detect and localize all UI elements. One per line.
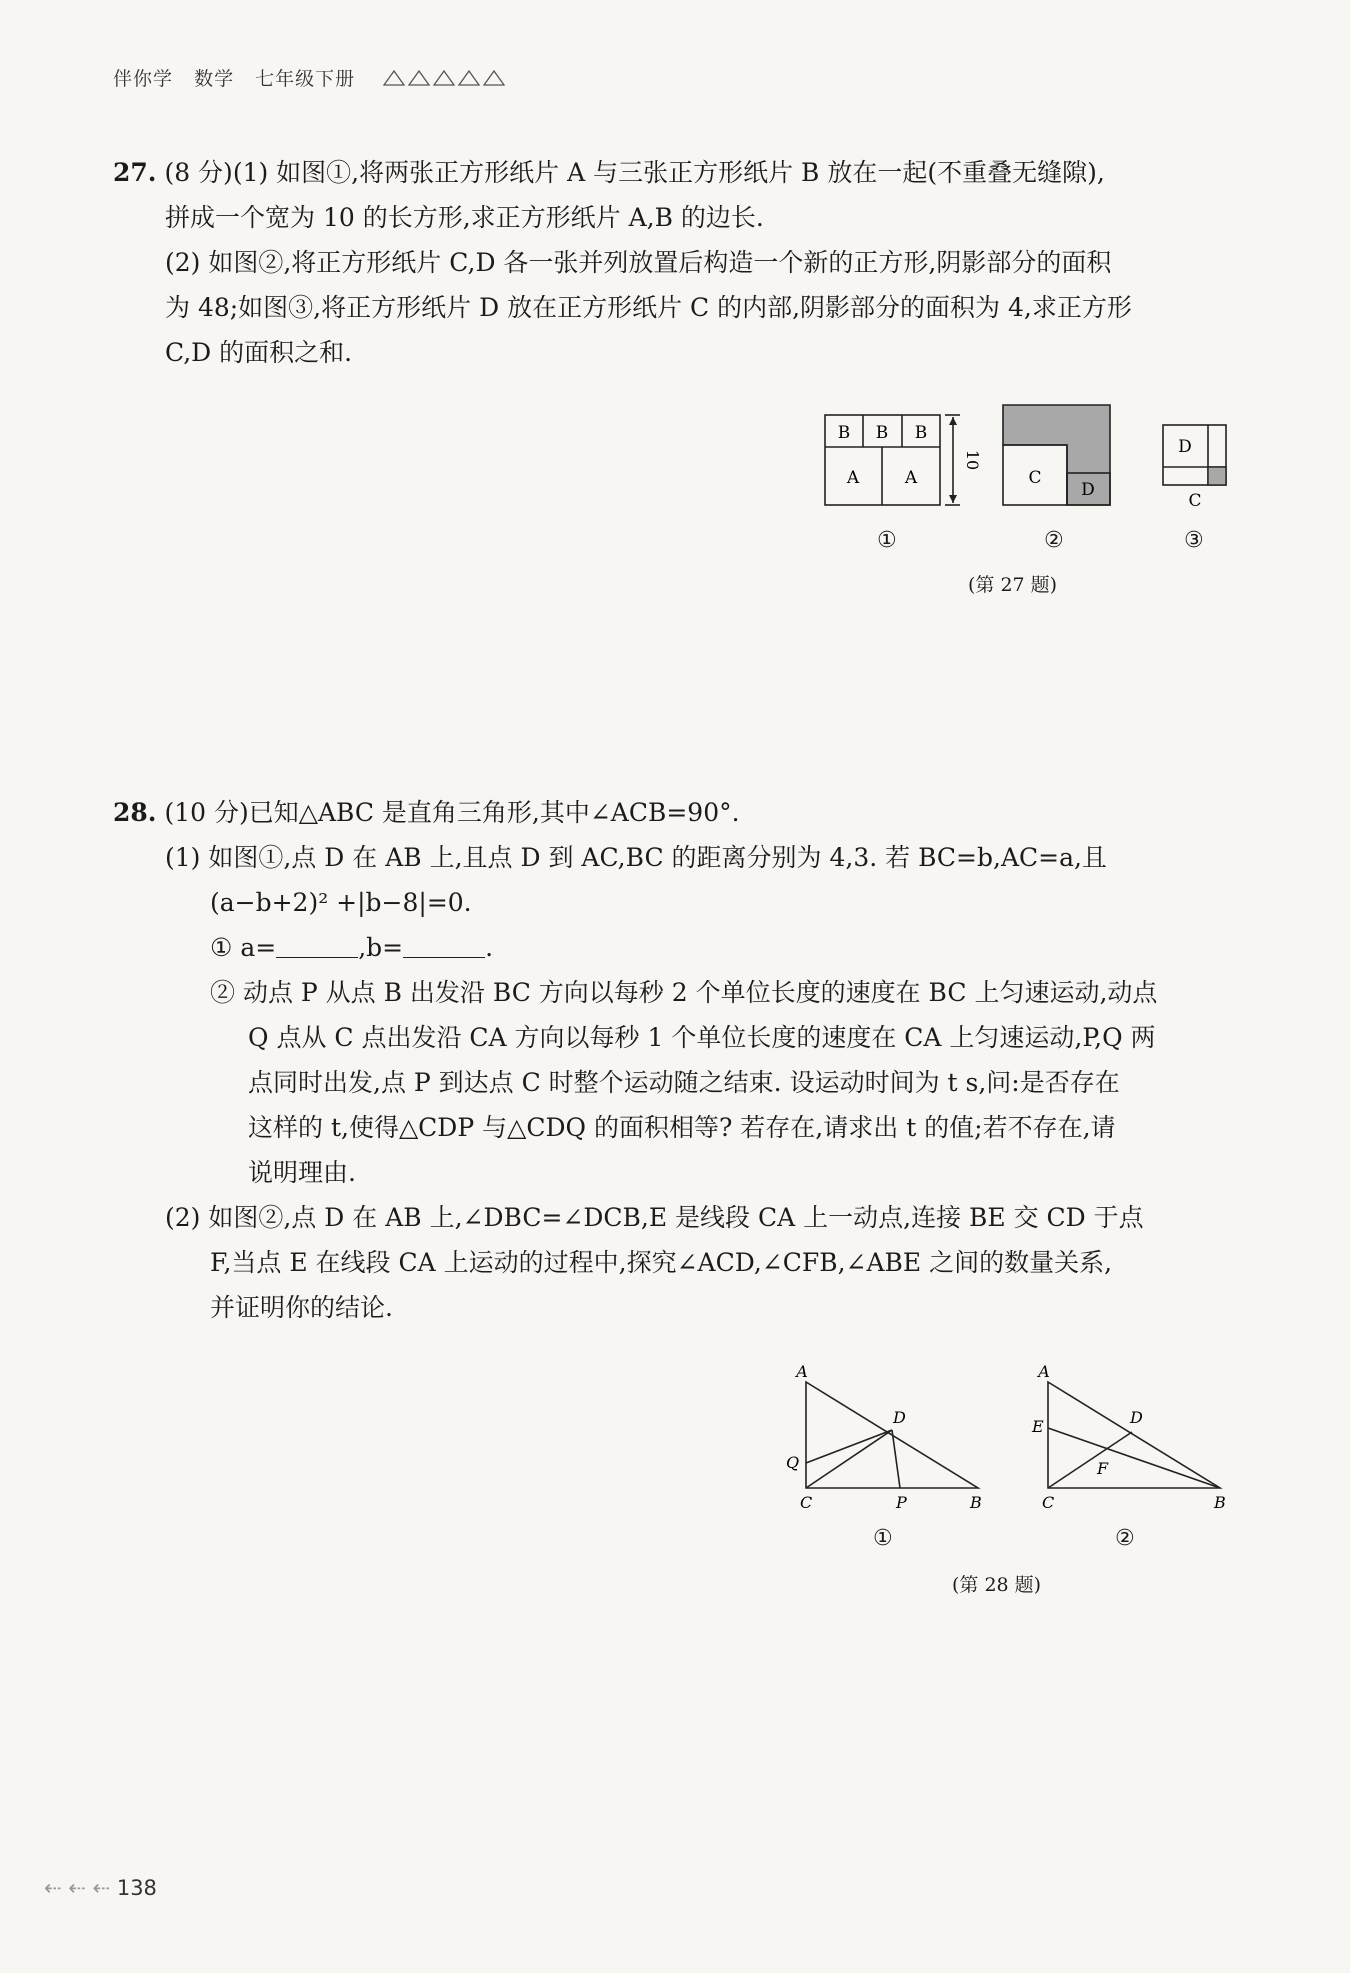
q28-line: 并证明你的结论. <box>210 1293 393 1322</box>
fig28-label-c: C <box>800 1493 813 1512</box>
figure-caption: (第 27 题) <box>968 574 1058 596</box>
q28-line: (1) 如图①,点 D 在 AB 上,且点 D 到 AC,BC 的距离分别为 4,3. 若 BC=b,AC=a,且 <box>165 843 1107 872</box>
q28-line: (a−b+2)² +|b−8|=0. <box>210 888 472 917</box>
sub1-a-label: ① a= <box>210 933 277 962</box>
q28-line: ② 动点 P 从点 B 出发沿 BC 方向以每秒 2 个单位长度的速度在 BC 上匀速运动,动点 <box>210 978 1158 1007</box>
fig27-label-a: A <box>904 468 918 488</box>
arrow-icon: ⇠ ⇠ ⇠ <box>44 1876 111 1900</box>
fig28-label-f: F <box>1097 1459 1109 1478</box>
fig28-label-q: Q <box>786 1453 800 1472</box>
fig-number: ① <box>877 528 897 553</box>
fig27-width-label: 10 <box>963 449 982 471</box>
q27-line: 拼成一个宽为 10 的长方形,求正方形纸片 A,B 的边长. <box>165 203 764 232</box>
fig28-label-a: A <box>1038 1362 1050 1381</box>
q27-line: (8 分)(1) 如图①,将两张正方形纸片 A 与三张正方形纸片 B 放在一起(不重叠无缝隙), <box>164 158 1105 187</box>
figure-caption: (第 28 题) <box>952 1574 1042 1596</box>
running-header <box>113 64 369 91</box>
fig28-label-e: E <box>1032 1417 1044 1436</box>
q27-line: 为 48;如图③,将正方形纸片 D 放在正方形纸片 C 的内部,阴影部分的面积为 4,求正方形 <box>165 293 1132 322</box>
q27-line: (2) 如图②,将正方形纸片 C,D 各一张并列放置后构造一个新的正方形,阴影部分的面积 <box>165 248 1112 277</box>
q28-line: F,当点 E 在线段 CA 上运动的过程中,探究∠ACD,∠CFB,∠ABE 之间的数量关系, <box>210 1248 1113 1277</box>
grade: 七年级下册 <box>255 68 356 90</box>
fig27-label-d: D <box>1178 437 1192 457</box>
q28-line: 这样的 t,使得△CDP 与△CDQ 的面积相等? 若存在,请求出 t 的值;若不存在,请 <box>248 1113 1116 1142</box>
fig27-label-d: D <box>1081 480 1095 500</box>
sub1-b-label: ,b= <box>358 933 404 962</box>
subject: 数学 <box>194 68 235 90</box>
book-title: 伴你学 <box>113 68 174 90</box>
fig28-label-d: D <box>1130 1408 1143 1427</box>
fig28-1-triangle <box>806 1382 978 1488</box>
fig28-label-d: D <box>893 1408 906 1427</box>
page-number: 138 <box>116 1876 157 1900</box>
fig28-2-triangle <box>1048 1382 1220 1488</box>
fig27-3-shaded <box>1208 467 1226 485</box>
fig27-label-b: B <box>914 423 928 443</box>
question-28 <box>113 790 1243 1330</box>
fig27-label-c: C <box>1028 468 1042 488</box>
fig28-label-b: B <box>1214 1493 1226 1512</box>
figure-27 <box>815 395 1255 535</box>
answer-blank-a[interactable] <box>276 935 358 958</box>
fig-number: ① <box>873 1526 893 1551</box>
fig-number: ② <box>1115 1526 1135 1551</box>
sub1-end: . <box>485 933 494 962</box>
question-number: 28. <box>113 798 157 827</box>
fig27-label-b: B <box>875 423 889 443</box>
page-footer <box>44 1876 157 1900</box>
question-number: 27. <box>113 158 157 187</box>
fig28-label-c: C <box>1042 1493 1055 1512</box>
q28-line: Q 点从 C 点出发沿 CA 方向以每秒 1 个单位长度的速度在 CA 上匀速运动,P,Q 两 <box>248 1023 1156 1052</box>
q28-line: (2) 如图②,点 D 在 AB 上,∠DBC=∠DCB,E 是线段 CA 上一动点,连接 BE 交 CD 于点 <box>165 1203 1144 1232</box>
q28-sub1 <box>113 925 1243 970</box>
fig-number: ③ <box>1184 528 1204 553</box>
fig-number: ② <box>1044 528 1064 553</box>
fig28-label-a: A <box>796 1362 808 1381</box>
fig28-label-p: P <box>896 1493 907 1512</box>
fig28-label-b: B <box>970 1493 982 1512</box>
fig27-label-c: C <box>1188 491 1202 511</box>
figure-28 <box>780 1360 1250 1520</box>
q27-line: C,D 的面积之和. <box>165 338 353 367</box>
fig27-label-b: B <box>837 423 851 443</box>
q28-line: 点同时出发,点 P 到达点 C 时整个运动随之结束. 设运动时间为 t s,问:是否存在 <box>248 1068 1120 1097</box>
fig27-label-a: A <box>846 468 860 488</box>
q28-intro: (10 分)已知△ABC 是直角三角形,其中∠ACB=90°. <box>164 798 740 827</box>
question-27 <box>113 150 1243 375</box>
q28-line: 说明理由. <box>248 1158 356 1187</box>
difficulty-triangles-icon <box>382 68 522 88</box>
answer-blank-b[interactable] <box>403 935 485 958</box>
